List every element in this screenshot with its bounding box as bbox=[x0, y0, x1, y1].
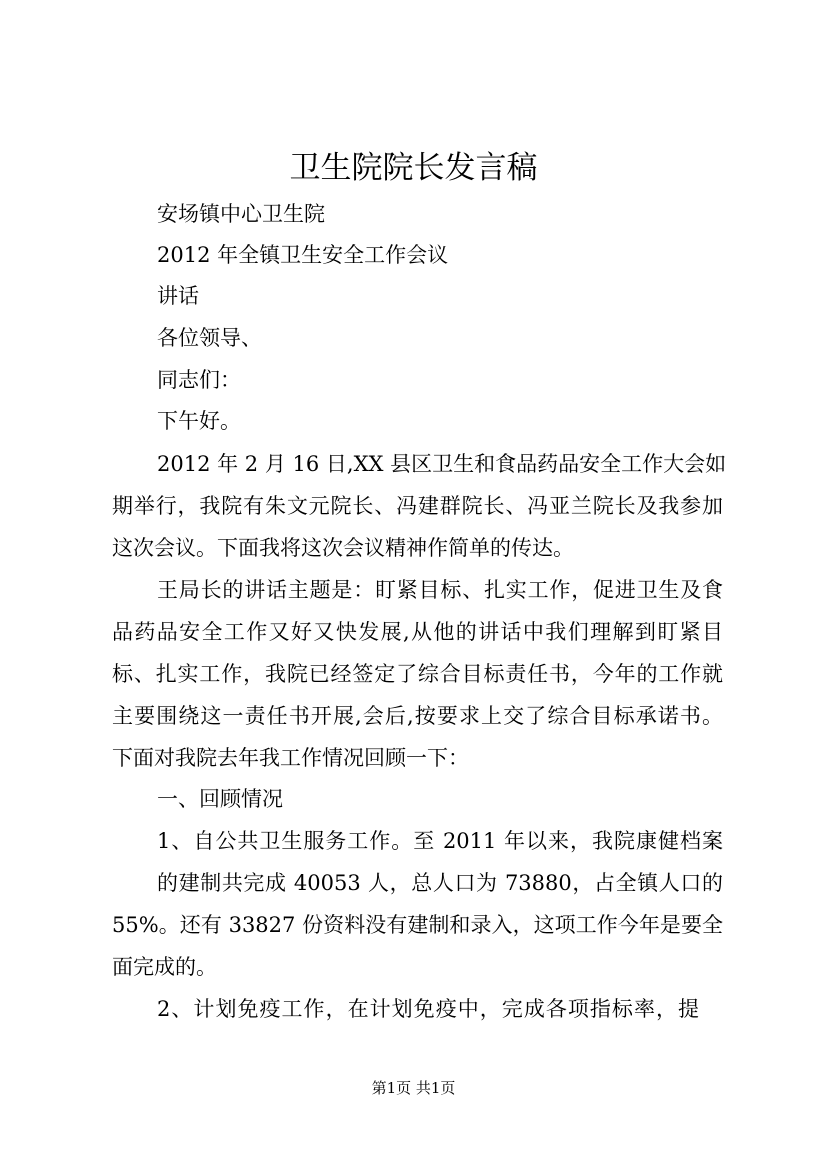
salutation-comrades: 同志们： bbox=[157, 368, 241, 392]
item1-line: 的建制共完成 40053 人，总人口为 73880，占全镇人口的 bbox=[157, 871, 723, 895]
organization-line: 安场镇中心卫生院 bbox=[157, 202, 325, 226]
item2-line: 2、计划免疫工作，在计划免疫中，完成各项指标率，提 bbox=[157, 997, 699, 1021]
paragraph2-line: 标、扎实工作，我院已经签定了综合目标责任书，今年的工作就 bbox=[112, 662, 723, 686]
paragraph1-line: 这次会议。下面我将这次会议精神作简单的传达。 bbox=[112, 536, 574, 560]
paragraph2-line: 品药品安全工作又好又快发展,从他的讲话中我们理解到盯紧目 bbox=[112, 620, 723, 644]
page-footer: 第1页 共1页 bbox=[371, 1079, 456, 1097]
section-heading: 一、回顾情况 bbox=[157, 787, 283, 811]
document-title: 卫生院院长发言稿 bbox=[289, 150, 538, 186]
paragraph1-line: 期举行，我院有朱文元院长、冯建群院长、冯亚兰院长及我参加 bbox=[112, 494, 723, 518]
salutation-leaders: 各位领导、 bbox=[157, 326, 262, 350]
item1-line: 面完成的。 bbox=[112, 955, 217, 979]
item1-line: 1、自公共卫生服务工作。至 2011 年以来，我院康健档案 bbox=[157, 829, 723, 853]
greeting-line: 下午好。 bbox=[157, 409, 241, 433]
paragraph2-line: 王局长的讲话主题是：盯紧目标、扎实工作，促进卫生及食 bbox=[157, 578, 723, 602]
paragraph1-line: 2012 年 2 月 16 日,XX 县区卫生和食品药品安全工作大会如 bbox=[157, 452, 727, 476]
item1-line: 55%。还有 33827 份资料没有建制和录入，这项工作今年是要全 bbox=[112, 913, 723, 937]
paragraph2-line: 主要围绕这一责任书开展,会后,按要求上交了综合目标承诺书。 bbox=[112, 704, 723, 728]
meeting-line: 2012 年全镇卫生安全工作会议 bbox=[157, 243, 449, 267]
paragraph2-line: 下面对我院去年我工作情况回顾一下： bbox=[112, 746, 469, 770]
speech-line: 讲话 bbox=[157, 284, 199, 308]
